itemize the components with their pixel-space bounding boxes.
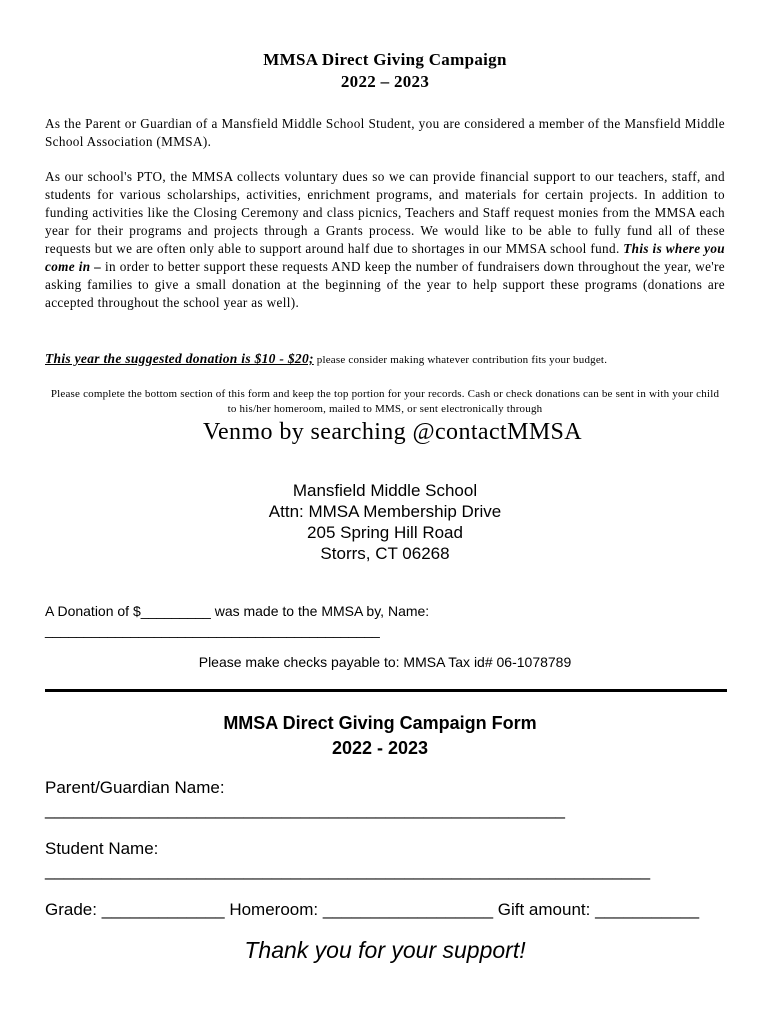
donor-name-blank[interactable]: ___________________________________________ — [45, 622, 380, 638]
payable-note: Please make checks payable to: MMSA Tax id# 06-1078789 — [198, 654, 572, 670]
parent-name-field — [45, 777, 565, 821]
campaign-title: MMSA Direct Giving Campaign — [263, 50, 507, 69]
suggested-donation-highlight: This year the suggested donation is $10 - $20; — [45, 351, 314, 366]
thank-you-message: Thank you for your support! — [244, 937, 526, 963]
parent-name-blank[interactable]: _______________________________________________________ — [45, 800, 566, 819]
cut-divider — [45, 689, 727, 692]
donation-receipt — [45, 602, 429, 640]
intro-paragraph-1: As the Parent or Guardian of a Mansfield Middle School Student, you are considered a member of the Mansfield Middle School Association (MMSA). — [45, 116, 725, 149]
form-year: 2022 - 2023 — [331, 738, 429, 758]
address-line-2: Attn: MMSA Membership Drive — [268, 502, 502, 521]
document-title — [0, 49, 770, 93]
student-name-field — [45, 838, 650, 882]
address-line-4: Storrs, CT 06268 — [320, 544, 450, 563]
instructions-text: Please complete the bottom section of this form and keep the top portion for your records. Cash or check donations can be sent in with your child to his/her homeroom, mailed to MMS, or sent electronically through — [50, 388, 720, 415]
student-name-label: Student Name: — [45, 839, 159, 858]
grade-homeroom-gift-line[interactable]: Grade: _____________ Homeroom: __________________ Gift amount: ___________ — [45, 900, 700, 919]
mailing-address — [0, 480, 770, 564]
venmo-line: Venmo by searching @contactMMSA — [202, 419, 583, 445]
intro-paragraph-2-text: As our school's PTO, the MMSA collects voluntary dues so we can provide financial support to our teachers, staff, and students for various scholarships, activities, enrichment programs, and materials for certain projects. In addition to funding activities like the Closing Ceremony and class picnics, Teachers and Staff request monies from the MMSA each year for their programs and projects through a Grants process. We would like to be able to fully fund all of these requests but we are often only able to support around half due to shortages in our MMSA school fund. — [45, 169, 725, 256]
form-title-text: MMSA Direct Giving Campaign Form — [223, 713, 537, 733]
address-line-3: 205 Spring Hill Road — [307, 523, 463, 542]
suggested-donation-note: please consider making whatever contribution fits your budget. — [313, 354, 608, 366]
intro-paragraph-2-end: in order to better support these requests AND keep the number of fundraisers down throughout the year, we're asking families to give a small donation at the beginning of the year to help support these programs (donations are accepted throughout the school year as well). — [45, 259, 725, 310]
parent-name-label: Parent/Guardian Name: — [45, 778, 225, 797]
suggested-donation — [45, 351, 735, 367]
address-line-1: Mansfield Middle School — [292, 481, 478, 500]
form-title — [0, 711, 760, 761]
donation-line: A Donation of $_________ was made to the MMSA by, Name: — [45, 603, 430, 619]
intro-emphasis: This is where you come in – — [45, 241, 725, 274]
campaign-year: 2022 – 2023 — [340, 72, 430, 91]
student-name-blank[interactable]: ________________________________________________________________ — [45, 861, 651, 880]
intro-paragraph-2 — [45, 168, 725, 312]
